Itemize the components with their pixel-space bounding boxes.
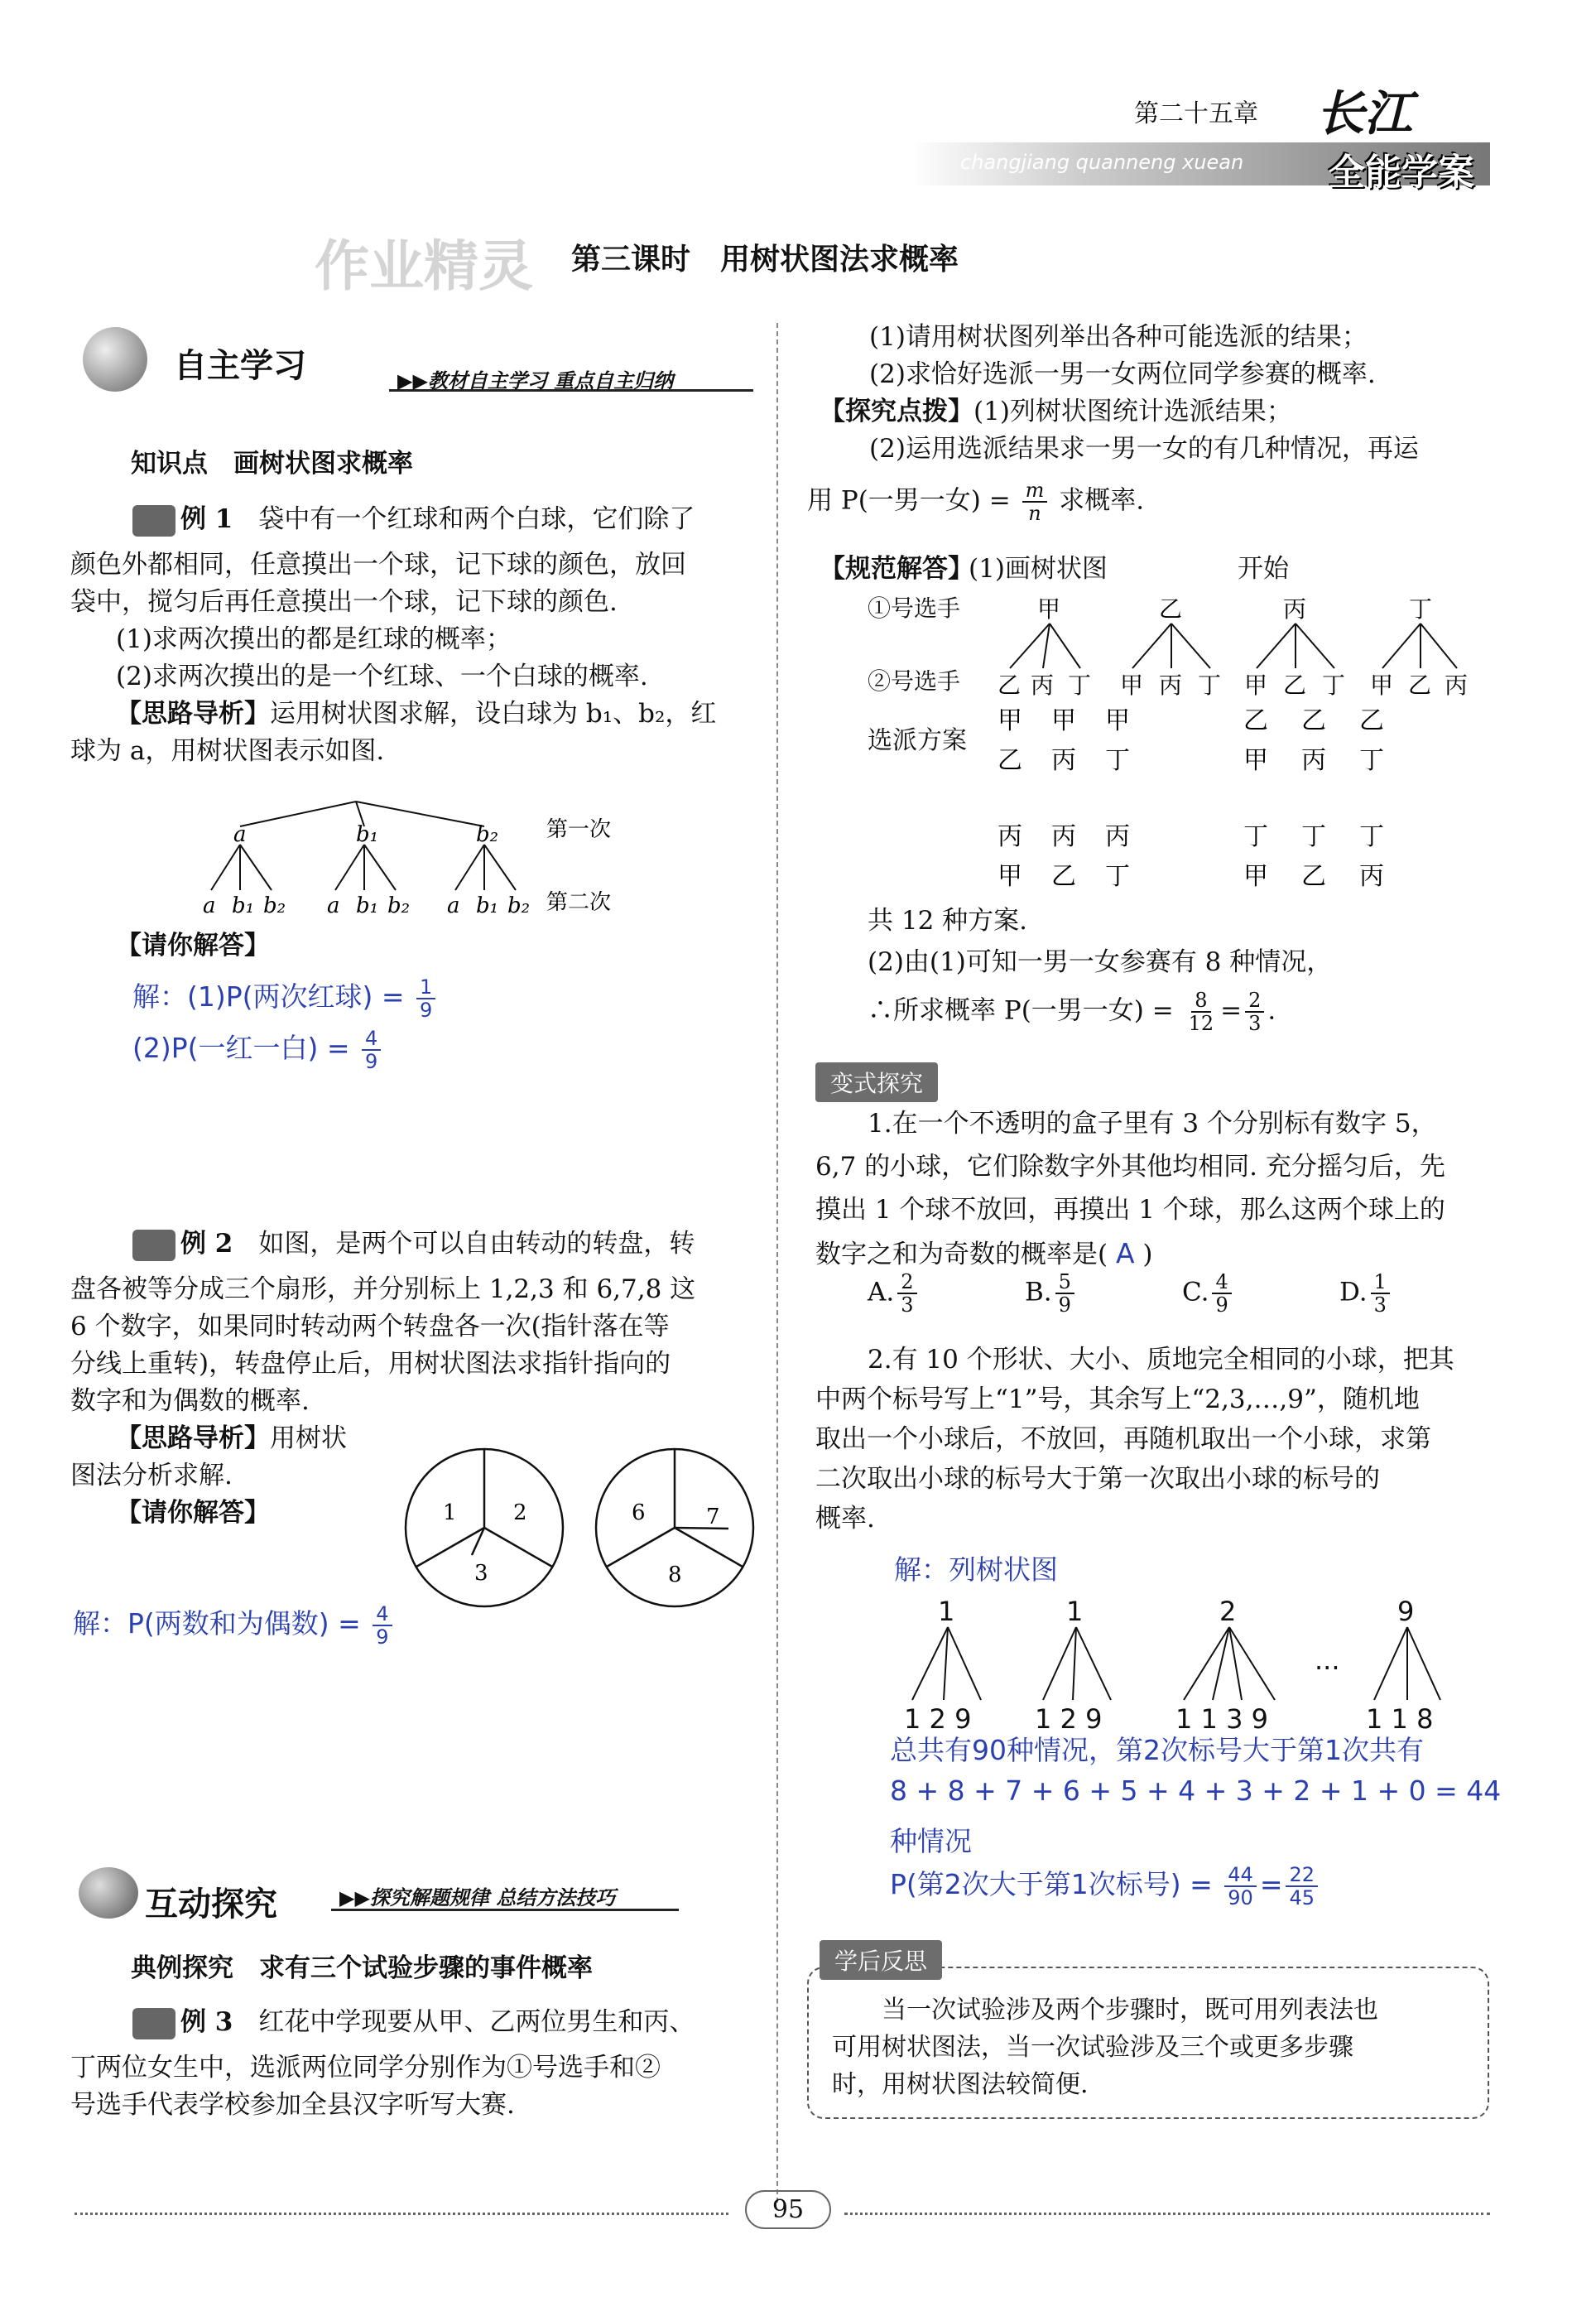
spinner-diagram (401, 1441, 766, 1623)
tree-second: 丙 (1159, 672, 1183, 699)
plan-cell: 丙 (1105, 822, 1130, 851)
plan-grid (993, 704, 1490, 894)
ex3-line: 红花中学现要从甲、乙两位男生和丙、 (258, 2007, 695, 2037)
plan-cell: 丙 (1051, 746, 1076, 775)
example-icon (132, 1230, 175, 1261)
sol-tree-bottom: 1 1 3 9 (1175, 1703, 1268, 1735)
interactive-slogan: ▶▶探究解题规律 总结方法技巧 (339, 1886, 616, 1909)
guide-label: 【思路导析】 (116, 699, 270, 729)
reflect-line: 时，用树状图法较简便. (832, 2070, 1089, 2099)
v2-line: 二次取出小球的标号大于第一次取出小球的标号的 (815, 1464, 1380, 1494)
sol-tree-top: 1 (1066, 1596, 1084, 1627)
frac-num: 2 (897, 1271, 916, 1294)
tree-second: 丁 (1322, 672, 1346, 699)
plan-cell: 甲 (997, 862, 1022, 891)
plan-cell: 乙 (1051, 862, 1076, 891)
ex3-question: (2)求恰好选派一男一女两位同学参赛的概率. (869, 359, 1376, 389)
tree-node: a (447, 893, 460, 918)
tree-second: 乙 (997, 672, 1022, 699)
plan-cell: 甲 (1051, 706, 1076, 735)
reflection-tag: 学后反思 (820, 1940, 942, 1980)
ex3-tree-diagram (993, 592, 1490, 700)
ex1-line: 袋中，搅匀后再任意摸出一个球，记下球的颜色. (70, 587, 618, 617)
plan-cell: 乙 (1301, 862, 1326, 891)
sol-tree-dots: ··· (1315, 1652, 1340, 1683)
tree-node: b₂ (507, 893, 531, 918)
plan-cell: 丙 (1051, 822, 1076, 851)
choice-letter: B. (1025, 1277, 1052, 1307)
tree-node: b₂ (263, 893, 286, 918)
frac-den: 9 (376, 1625, 389, 1649)
right-ex3-questions (807, 319, 1502, 524)
prob-text: ∴所求概率 P(一男一女) = (868, 995, 1174, 1026)
spinner-2-number: 6 (632, 1500, 646, 1525)
part-2-probability: ∴所求概率 P(一男一女) = $\frac{8}{12}$ = $\frac{2}{3}$ . (868, 989, 1276, 1035)
v1-line: 摸出 1 个球不放回，再摸出 1 个球，那么这两个球上的 (815, 1195, 1445, 1225)
sol-tree-bottom: 1 2 9 (904, 1703, 972, 1735)
footer-rule-right (844, 2213, 1490, 2215)
choice-letter: A. (868, 1277, 895, 1307)
chapter-label: 第二十五章 (1134, 99, 1258, 128)
tree-second: 丁 (1198, 672, 1222, 699)
reflect-line: 当一次试验涉及两个步骤时，既可用列表法也 (882, 1996, 1378, 2025)
plan-cell: 乙 (997, 746, 1022, 775)
tree-second: 丁 (1068, 672, 1092, 699)
plan-cell: 乙 (1359, 706, 1384, 735)
ex3-line: 丁两位女生中，选派两位同学分别作为①号选手和② (70, 2053, 661, 2083)
tree-label-first: 第一次 (546, 817, 612, 842)
frac-den: 12 (1188, 1012, 1214, 1035)
v2-line: 2.有 10 个形状、大小、质地完全相同的小球，把其 (868, 1345, 1454, 1375)
tree-second: 乙 (1283, 672, 1307, 699)
tree-second: 甲 (1120, 672, 1144, 699)
knowledge-point: 知识点 画树状图求概率 (131, 449, 413, 479)
tree-second: 丙 (1031, 672, 1055, 699)
tree-second: 丙 (1445, 672, 1469, 699)
example-icon (132, 505, 175, 537)
ex2-line: 盘各被等分成三个扇形，并分别标上 1,2,3 和 6,7,8 这 (70, 1274, 696, 1304)
ans-text: (2)P(一红一白) = (132, 1032, 350, 1064)
plan-cell: 丙 (997, 822, 1022, 851)
series-logo-top: 长江 (1316, 85, 1413, 142)
ex3-question: (1)请用树状图列举出各种可能选派的结果； (869, 322, 1368, 352)
v1-line: 数字之和为奇数的概率是( (815, 1240, 1108, 1269)
frac-num: 44 (1224, 1864, 1257, 1887)
ex1-answer-2 (132, 1027, 384, 1072)
row-label-plans: 选派方案 (868, 726, 967, 755)
series-pinyin: changjiang quanneng xuean (960, 151, 1244, 174)
v1-line: 1.在一个不透明的盒子里有 3 个分别标有数字 5， (868, 1109, 1437, 1139)
tree-first: 丙 (1283, 595, 1307, 623)
frac-num: 4 (362, 1028, 381, 1051)
frac-den: 90 (1228, 1885, 1253, 1909)
standard-answer-1: (1)画树状图 (969, 554, 1108, 584)
ex1-line: (1)求两次摸出的都是红球的概率； (116, 624, 512, 654)
tree-node: b₁ (232, 893, 255, 918)
tree-start: 开始 (1238, 554, 1289, 584)
v2-solution-line2: 8 + 8 + 7 + 6 + 5 + 4 + 3 + 2 + 1 + 0 = 44 (890, 1774, 1502, 1807)
tree-node: b₁ (356, 893, 379, 918)
ex1-guide: 球为 a，用树状图表示如图. (70, 736, 385, 766)
v1-answer: A (1115, 1237, 1135, 1269)
variant-1 (815, 1105, 1511, 1274)
interactive-icon (79, 1867, 138, 1919)
choice-letter: C. (1182, 1277, 1209, 1307)
globe-icon (83, 327, 147, 392)
plan-cell: 甲 (1243, 862, 1268, 891)
v2-solution-line1: 总共有90种情况，第2次标号大于第1次共有 (890, 1734, 1424, 1766)
example-1 (70, 501, 757, 770)
v2-solution-intro: 解：列树状图 (894, 1553, 1058, 1586)
ex2-guide: 图法分析求解. (70, 1461, 233, 1490)
frac-num: 1 (416, 976, 435, 999)
ex1-answer-1 (132, 975, 439, 1021)
frac-den: 3 (901, 1293, 914, 1317)
v2-line: 取出一个小球后，不放回，再随机取出一个小球，求第 (815, 1424, 1431, 1454)
spinner-1-number: 1 (443, 1500, 457, 1525)
frac-den: 9 (1058, 1293, 1071, 1317)
v1-close: ) (1142, 1240, 1153, 1269)
frac-den: 9 (420, 998, 433, 1022)
frac-num: 4 (373, 1603, 392, 1626)
typical-example-heading: 典例探究 求有三个试验步骤的事件概率 (131, 1953, 593, 1983)
ex1-line: 袋中有一个红球和两个白球，它们除了 (258, 504, 695, 534)
tree-node: b₂ (476, 822, 499, 847)
plan-cell: 丁 (1301, 822, 1326, 851)
choice-letter: D. (1339, 1277, 1368, 1307)
hint-line: 求概率. (1059, 485, 1145, 516)
tree-first: 丁 (1409, 595, 1433, 623)
ex1-line: (2)求两次摸出的是一个红球、一个白球的概率. (116, 662, 648, 691)
v2-solution-probability: P(第2次大于第1次标号) = $\frac{44}{90}$ = $\frac{22}{45}$ (890, 1863, 1321, 1909)
plan-cell: 丁 (1359, 746, 1384, 775)
spinner-2-number: 7 (706, 1505, 720, 1529)
row-label-player1: ①号选手 (868, 595, 961, 622)
frac-den: 45 (1289, 1885, 1315, 1909)
frac-num: 4 (1212, 1271, 1231, 1294)
example-icon (132, 2008, 175, 2039)
frac-num: 2 (1245, 990, 1264, 1013)
guide-label: 【思路导析】 (116, 1423, 270, 1453)
tree-first: 甲 (1037, 595, 1061, 623)
plan-total: 共 12 种方案. (868, 906, 1028, 936)
frac-den: 3 (1248, 1012, 1262, 1035)
page-title: 第三课时 用树状图法求概率 (571, 243, 959, 277)
tree-node: b₂ (387, 893, 411, 918)
variant-2 (815, 1341, 1511, 1538)
plan-cell: 甲 (997, 706, 1022, 735)
ans-text: 解：P(两数和为偶数) = (73, 1607, 361, 1640)
plan-cell: 甲 (1105, 706, 1130, 735)
frac-den: 9 (365, 1049, 378, 1073)
tree-node: b₁ (476, 893, 499, 918)
standard-answer-label: 【规范解答】 (820, 554, 973, 584)
example-3-label: 例 3 (180, 2007, 233, 2037)
frac-num: m (1022, 479, 1048, 503)
plan-cell: 丁 (1105, 862, 1130, 891)
footer-rule-left (75, 2213, 728, 2215)
column-divider (776, 323, 778, 2203)
frac-den: 3 (1373, 1293, 1387, 1317)
tree-second: 甲 (1370, 672, 1394, 699)
reflect-line: 可用树状图法，当一次试验涉及三个或更多步骤 (832, 2033, 1353, 2062)
row-label-player2: ②号选手 (868, 667, 961, 695)
part-2: (2)由(1)可知一男一女参赛有 8 种情况， (868, 947, 1333, 977)
plan-cell: 丁 (1243, 822, 1268, 851)
ex1-tree-diagram (190, 795, 654, 927)
plan-cell: 丙 (1359, 862, 1384, 891)
hint-line: 用 P(一男一女) = (807, 485, 1011, 516)
interactive-heading: 互动探究 (145, 1885, 277, 1924)
hint-line: (1)列树状图统计选派结果； (973, 397, 1292, 426)
prob-text: P(第2次大于第1次标号) = (890, 1868, 1213, 1900)
hint-line: (2)运用选派结果求一男一女的有几种情况，再运 (869, 434, 1419, 464)
plan-cell: 丙 (1301, 746, 1326, 775)
ex1-guide: 运用树状图求解，设白球为 b₁、b₂，红 (270, 699, 717, 729)
ex2-guide: 用树状 (270, 1423, 347, 1453)
page-number: 95 (745, 2190, 831, 2229)
reflection-text (832, 1991, 1469, 2103)
ex2-line: 数字和为偶数的概率. (70, 1386, 310, 1416)
plan-cell: 乙 (1301, 706, 1326, 735)
tree-node: a (233, 822, 247, 847)
v2-solution-line3: 种情况 (890, 1825, 972, 1857)
plan-cell: 甲 (1243, 746, 1268, 775)
ex2-answer (73, 1602, 396, 1648)
frac-num: 1 (1371, 1271, 1390, 1294)
v2-line: 中两个标号写上“1”号，其余写上“2,3,…,9”，随机地 (815, 1384, 1420, 1414)
tree-second: 甲 (1244, 672, 1268, 699)
tree-first: 乙 (1159, 595, 1183, 623)
plan-cell: 丁 (1359, 822, 1384, 851)
example-2-label: 例 2 (180, 1229, 233, 1259)
sol-tree-top: 2 (1219, 1596, 1237, 1627)
sol-tree-top: 1 (938, 1596, 955, 1627)
sol-tree-bottom: 1 1 8 (1366, 1703, 1434, 1735)
sol-tree-bottom: 1 2 9 (1035, 1703, 1103, 1735)
spinner-2-number: 8 (668, 1563, 682, 1587)
ex3-line: 号选手代表学校参加全县汉字听写大赛. (70, 2090, 515, 2120)
ex2-answer-label: 【请你解答】 (116, 1498, 270, 1528)
example-1-label: 例 1 (180, 504, 233, 534)
self-study-slogan: ▶▶教材自主学习 重点自主归纳 (397, 369, 674, 392)
ex2-line: 分线上重转)，转盘停止后，用树状图法求指针指向的 (70, 1349, 671, 1379)
tree-node: a (327, 893, 340, 918)
interactive-underline (331, 1909, 679, 1911)
watermark: 作业精灵 (315, 234, 533, 298)
ans-text: 解：(1)P(两次红球) = (132, 980, 405, 1013)
ex2-line: 如图，是两个可以自由转动的转盘，转 (258, 1229, 695, 1259)
frac-den: 9 (1215, 1293, 1228, 1317)
tree-label-second: 第二次 (546, 890, 612, 915)
frac-num: 22 (1286, 1864, 1318, 1887)
v2-tree-diagram (877, 1594, 1507, 1735)
frac-num: 5 (1055, 1271, 1074, 1294)
spinner-1-number: 3 (474, 1561, 488, 1586)
tree-second: 乙 (1408, 672, 1432, 699)
spinner-1-number: 2 (513, 1500, 527, 1525)
ex2-line: 6 个数字，如果同时转动两个转盘各一次(指针落在等 (70, 1312, 670, 1341)
v2-line: 概率. (815, 1504, 875, 1534)
frac-den: n (1028, 502, 1041, 525)
hint-label: 【探究点拨】 (820, 397, 973, 426)
tree-node: b₁ (356, 822, 379, 847)
sol-tree-top: 9 (1397, 1596, 1415, 1627)
frac-num: 8 (1191, 990, 1210, 1013)
ex1-answer-label: 【请你解答】 (116, 931, 270, 961)
self-study-heading: 自主学习 (174, 347, 306, 385)
tree-node: a (203, 893, 216, 918)
series-logo-bottom: 全能学案 (1329, 152, 1474, 194)
v1-line: 6,7 的小球，它们除数字外其他均相同. 充分摇匀后，先 (815, 1152, 1445, 1182)
plan-cell: 丁 (1105, 746, 1130, 775)
ex1-line: 颜色外都相同，任意摸出一个球，记下球的颜色，放回 (70, 550, 686, 580)
v1-choices (868, 1271, 1497, 1316)
plan-cell: 乙 (1243, 706, 1268, 735)
example-3 (70, 2004, 757, 2124)
variant-tag: 变式探究 (815, 1062, 938, 1102)
